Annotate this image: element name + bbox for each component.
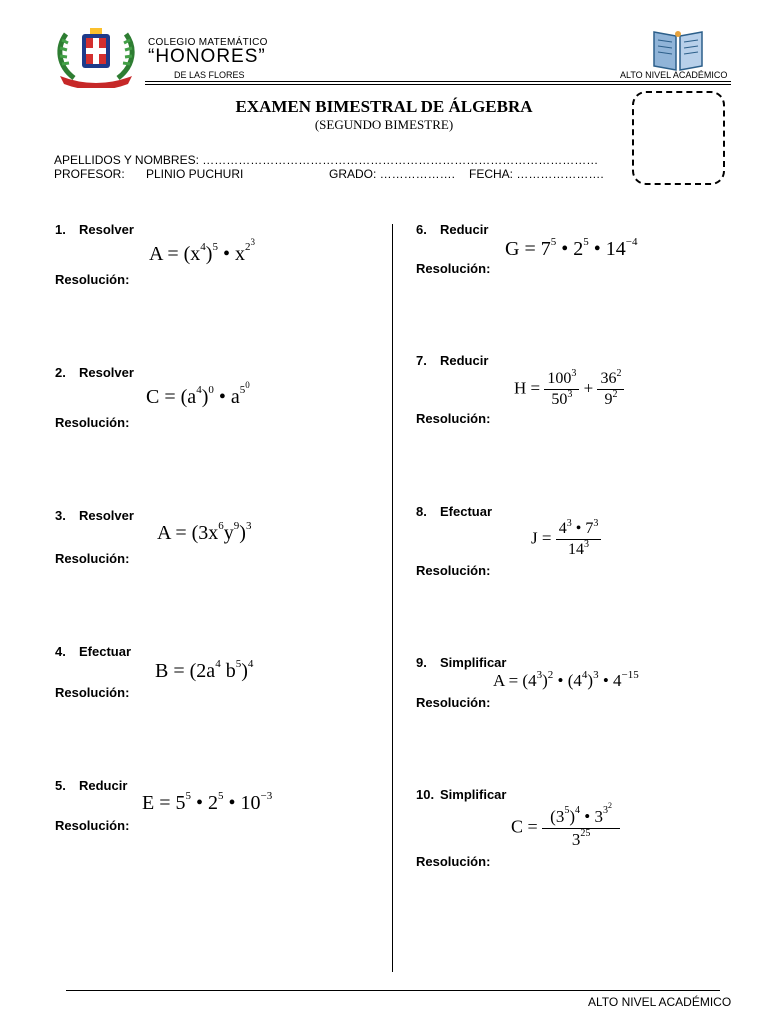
resolution-label: Resolución: bbox=[55, 551, 130, 566]
question-8-expression: J = $\frac{4^3 • 7^3}{14^3}$ bbox=[531, 520, 601, 559]
header-tagline: ALTO NIVEL ACADÉMICO bbox=[620, 70, 728, 80]
question-5-heading bbox=[55, 778, 127, 793]
question-2-expression: $C = (a^4)^0$ • $a^{5^0}$ bbox=[146, 380, 250, 408]
school-crest-logo bbox=[52, 26, 140, 88]
question-number: 5. bbox=[55, 778, 66, 793]
resolution-label: Resolución: bbox=[416, 854, 491, 869]
resolution-label: Resolución: bbox=[416, 695, 491, 710]
exam-title: EXAMEN BIMESTRAL DE ÁLGEBRA bbox=[235, 97, 533, 116]
question-9-heading bbox=[416, 655, 506, 670]
question-instruction: Efectuar bbox=[79, 644, 132, 659]
question-instruction: Simplificar bbox=[440, 787, 507, 802]
book-logo bbox=[650, 26, 706, 74]
question-4-expression: $B = (2a^4$ $b^5)^4$ bbox=[155, 658, 254, 682]
question-instruction: Reducir bbox=[79, 778, 128, 793]
question-7-heading bbox=[416, 353, 488, 368]
question-3-heading bbox=[55, 508, 134, 523]
question-number: 1. bbox=[55, 222, 66, 237]
resolution-label: Resolución: bbox=[55, 685, 130, 700]
question-number: 7. bbox=[416, 353, 427, 368]
question-6-expression: $G = 7^5$ • $2^5$ • $14^{-4}$ bbox=[505, 236, 638, 260]
question-7-expression: H = $\frac{100^3}{50^3}$ + $\frac{36^2}{9^2}$ bbox=[514, 370, 624, 409]
footer-divider bbox=[66, 990, 720, 991]
question-number: 4. bbox=[55, 644, 66, 659]
question-instruction: Resolver bbox=[79, 222, 134, 237]
question-number: 8. bbox=[416, 504, 427, 519]
exam-subtitle: (SEGUNDO BIMESTRE) bbox=[314, 117, 454, 132]
question-3-expression: $A = (3x^6y^9)^3$ bbox=[157, 520, 252, 544]
question-8-heading bbox=[416, 504, 492, 519]
question-number: 3. bbox=[55, 508, 66, 523]
question-1-expression: $A = (x^4)^5$ • $x^{2^3}$ bbox=[149, 237, 255, 265]
photo-box bbox=[632, 91, 725, 185]
question-2-heading bbox=[55, 365, 134, 380]
school-subtitle: DE LAS FLORES bbox=[174, 70, 245, 80]
professor-name: PLINIO PUCHURI bbox=[146, 167, 244, 181]
question-5-expression: $E = 5^5$ • $2^5$ • $10^{-3}$ bbox=[142, 790, 273, 814]
resolution-label: Resolución: bbox=[55, 415, 130, 430]
resolution-label: Resolución: bbox=[55, 818, 130, 833]
resolution-label: Resolución: bbox=[55, 272, 130, 287]
question-instruction: Reducir bbox=[440, 222, 489, 237]
question-number: 6. bbox=[416, 222, 427, 237]
question-instruction: Resolver bbox=[79, 365, 134, 380]
question-4-heading bbox=[55, 644, 131, 659]
question-instruction: Reducir bbox=[440, 353, 489, 368]
question-instruction: Resolver bbox=[79, 508, 134, 523]
grade-field: GRADO: ………………. bbox=[329, 167, 456, 181]
question-number: 9. bbox=[416, 655, 427, 670]
question-10-expression: C = $\frac{(3^5)^4 • 3^{3^2}}{3^{25}}$ bbox=[511, 807, 620, 850]
question-number: 2. bbox=[55, 365, 66, 380]
footer-tagline: ALTO NIVEL ACADÉMICO bbox=[588, 995, 732, 1009]
header-divider bbox=[145, 84, 731, 85]
question-instruction: Simplificar bbox=[440, 655, 507, 670]
names-field: APELLIDOS Y NOMBRES: ……………………………………………………………………………………… bbox=[54, 153, 599, 167]
question-9-expression: $A = (4^3)^2$ • $(4^4)^3$ • $4^{-15}$ bbox=[493, 669, 639, 690]
date-field: FECHA: …………………. bbox=[469, 167, 604, 181]
question-instruction: Efectuar bbox=[440, 504, 493, 519]
question-10-heading bbox=[416, 787, 506, 802]
header-divider bbox=[145, 81, 731, 82]
question-1-heading bbox=[55, 222, 134, 237]
question-number: 10. bbox=[416, 787, 435, 802]
question-6-heading bbox=[416, 222, 488, 237]
school-name: “HONORES” bbox=[148, 46, 266, 67]
column-divider bbox=[392, 224, 393, 972]
professor-label: PROFESOR: bbox=[54, 167, 125, 181]
resolution-label: Resolución: bbox=[416, 261, 491, 276]
school-prefix: COLEGIO MATEMÁTICO bbox=[148, 37, 268, 48]
resolution-label: Resolución: bbox=[416, 563, 491, 578]
resolution-label: Resolución: bbox=[416, 411, 491, 426]
